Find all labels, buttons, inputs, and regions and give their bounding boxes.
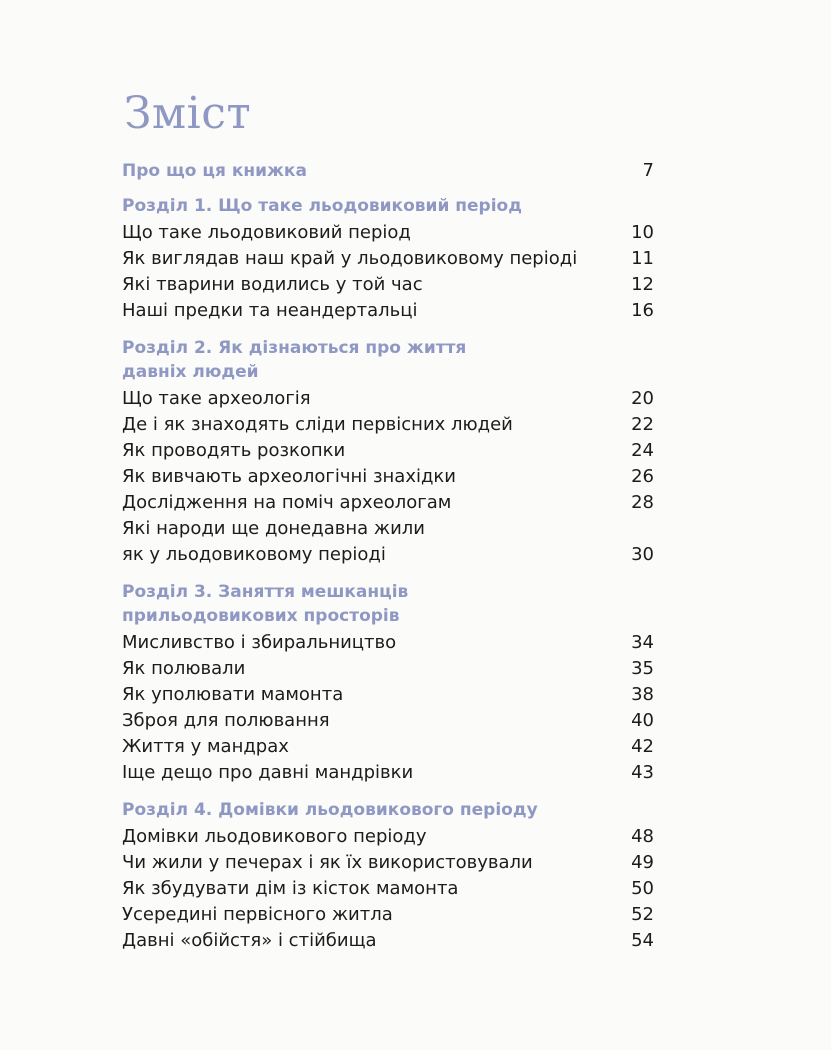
entry-label: Життя у мандрах: [122, 736, 289, 757]
entry-label: Як вивчають археологічні знахідки: [122, 466, 456, 487]
entry-label: Наші предки та неандертальці: [122, 300, 418, 321]
entry-page: 49: [631, 852, 654, 873]
entry-page: 30: [631, 544, 654, 565]
entry-page: 42: [631, 736, 654, 757]
toc-entry[interactable]: [122, 928, 654, 954]
entry-page: 16: [631, 300, 654, 321]
toc-entry[interactable]: [122, 298, 654, 324]
toc-entry[interactable]: [122, 542, 654, 568]
entry-label: Дослідження на поміч археологам: [122, 492, 452, 513]
entry-page: 24: [631, 440, 654, 461]
toc-section-2: [122, 336, 654, 568]
toc-section-3: [122, 580, 654, 786]
entry-page: 48: [631, 826, 654, 847]
section-title-line: Розділ 3. Заняття мешканців: [122, 582, 409, 602]
entry-page: 26: [631, 466, 654, 487]
entry-page: 22: [631, 414, 654, 435]
toc-intro-page: 7: [642, 160, 654, 181]
entry-label: Як уполювати мамонта: [122, 684, 344, 705]
entry-label: як у льодовиковому періоді: [122, 544, 386, 565]
entry-label: Де і як знаходять сліди первісних людей: [122, 414, 513, 435]
toc-entry[interactable]: [122, 760, 654, 786]
entry-label: Домівки льодовикового періоду: [122, 826, 427, 847]
toc-entry[interactable]: [122, 246, 654, 272]
entry-label: Мисливство і збиральництво: [122, 632, 397, 653]
entry-page: 38: [631, 684, 654, 705]
toc-entry[interactable]: [122, 464, 654, 490]
toc-entry[interactable]: [122, 220, 654, 246]
section-title[interactable]: [122, 798, 654, 822]
toc-entry[interactable]: [122, 272, 654, 298]
entry-label: Чи жили у печерах і як їх використовували: [122, 852, 533, 873]
toc-entry[interactable]: [122, 708, 654, 734]
toc-entry[interactable]: [122, 386, 654, 412]
entry-label: Зброя для полювання: [122, 710, 330, 731]
toc-section-4: [122, 798, 654, 954]
entry-label: Як проводять розкопки: [122, 440, 346, 461]
entry-page: 50: [631, 878, 654, 899]
toc-intro-row[interactable]: [122, 158, 654, 184]
section-title[interactable]: [122, 194, 654, 218]
entry-page: 11: [631, 248, 654, 269]
entry-label: Іще дещо про давні мандрівки: [122, 762, 414, 783]
toc-entry[interactable]: [122, 876, 654, 902]
page-title: Зміст: [124, 88, 252, 139]
toc-entry[interactable]: [122, 824, 654, 850]
entry-page: 34: [631, 632, 654, 653]
section-title-line: Розділ 4. Домівки льодовикового періоду: [122, 800, 538, 820]
entry-label: Які тварини водились у той час: [122, 274, 423, 295]
section-title-line: прильодовикових просторів: [122, 606, 400, 626]
entry-label: Як виглядав наш край у льодовиковому періоді: [122, 248, 578, 269]
toc-entry[interactable]: [122, 516, 654, 542]
toc-entry[interactable]: [122, 850, 654, 876]
entry-page: 40: [631, 710, 654, 731]
table-of-contents: [122, 158, 654, 954]
entry-label: Усередині первісного житла: [122, 904, 393, 925]
toc-intro-label: Про що ця книжка: [122, 161, 307, 181]
entry-label: Що таке археологія: [122, 388, 311, 409]
toc-entry[interactable]: [122, 412, 654, 438]
entry-page: 54: [631, 930, 654, 951]
entry-page: 35: [631, 658, 654, 679]
toc-entry[interactable]: [122, 682, 654, 708]
entry-page: 52: [631, 904, 654, 925]
entry-label: Давні «обійстя» і стійбища: [122, 930, 377, 951]
toc-entry[interactable]: [122, 734, 654, 760]
entry-page: 10: [631, 222, 654, 243]
section-title-line: давніх людей: [122, 362, 259, 382]
entry-label: Які народи ще донедавна жили: [122, 518, 425, 539]
section-title[interactable]: [122, 580, 654, 628]
entry-page: 28: [631, 492, 654, 513]
entry-label: Як збудувати дім із кісток мамонта: [122, 878, 459, 899]
toc-entry[interactable]: [122, 656, 654, 682]
section-title-line: Розділ 1. Що таке льодовиковий період: [122, 196, 522, 216]
section-title[interactable]: [122, 336, 654, 384]
toc-entry[interactable]: [122, 438, 654, 464]
toc-entry[interactable]: [122, 490, 654, 516]
entry-page: 43: [631, 762, 654, 783]
toc-section-1: [122, 194, 654, 324]
toc-entry[interactable]: [122, 902, 654, 928]
entry-page: 12: [631, 274, 654, 295]
entry-label: Що таке льодовиковий період: [122, 222, 411, 243]
toc-entry[interactable]: [122, 630, 654, 656]
section-title-line: Розділ 2. Як дізнаються про життя: [122, 338, 467, 358]
entry-label: Як полювали: [122, 658, 246, 679]
entry-page: 20: [631, 388, 654, 409]
